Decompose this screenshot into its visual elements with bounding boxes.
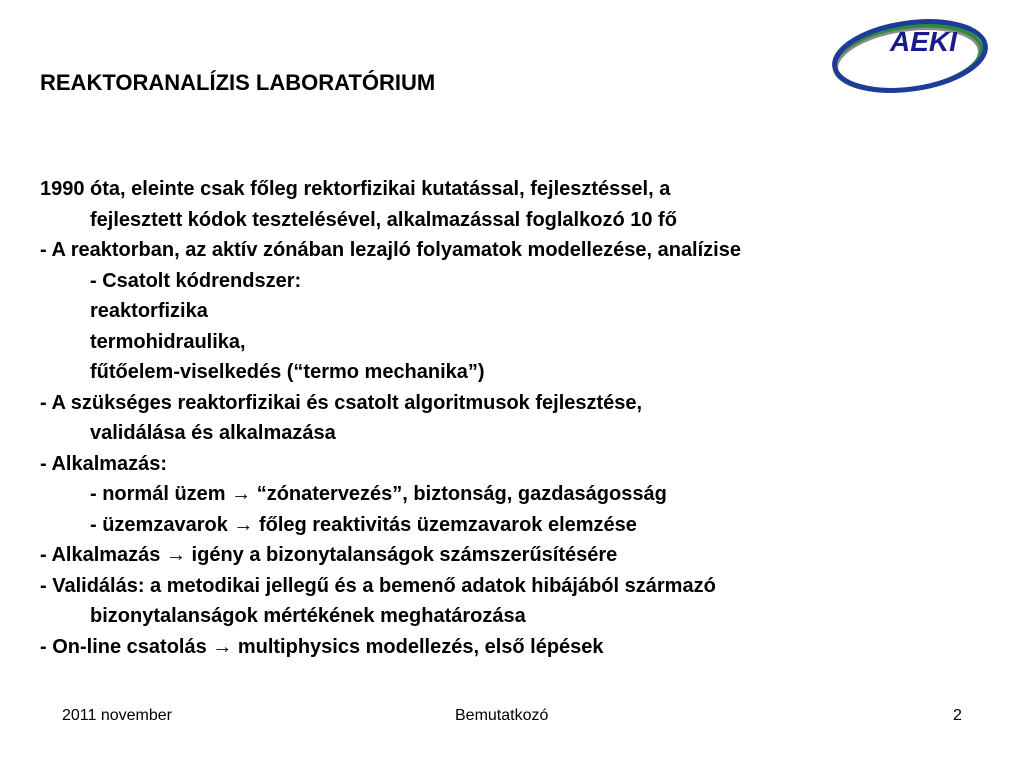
body-line: - A reaktorban, az aktív zónában lezajló folyamatok modellezése, analízise <box>40 239 741 261</box>
body-line: reaktorfizika <box>90 300 208 322</box>
body-line: fűtőelem-viselkedés (“termo mechanika”) <box>90 361 485 383</box>
logo-text: AEKI <box>890 26 957 57</box>
footer-title: Bemutatkozó <box>455 707 549 724</box>
body-line: fejlesztett kódok tesztelésével, alkalmazással foglalkozó 10 fő <box>90 208 677 231</box>
footer-date: 2011 november <box>62 707 172 724</box>
body-line: - Csatolt kódrendszer: <box>90 269 302 292</box>
body-line: - A szükséges reaktorfizikai és csatolt algoritmusok fejlesztése, <box>40 391 643 414</box>
body-line: - On-line csatolás → multiphysics modellezés, első lépések <box>40 635 604 658</box>
body-line: termohidraulika, <box>90 330 246 353</box>
body-line: - Alkalmazás: <box>40 452 168 475</box>
slide-title: REAKTORANALÍZIS LABORATÓRIUM <box>40 70 436 95</box>
body-line: validálása és alkalmazása <box>90 422 336 444</box>
body-line: 1990 óta, eleinte csak főleg rektorfizikai kutatással, fejlesztéssel, a <box>40 178 671 200</box>
body-line: - Alkalmazás → igény a bizonytalanságok számszerűsítésére <box>40 544 618 566</box>
body-line: - normál üzem → “zónatervezés”, biztonság, gazdaságosság <box>90 483 667 505</box>
page-number: 2 <box>953 707 962 724</box>
body-line: - Validálás: a metodikai jellegű és a bemenő adatok hibájából származó <box>40 574 716 597</box>
body-line: - üzemzavarok → főleg reaktivitás üzemzavarok elemzése <box>90 513 637 536</box>
slide-body <box>40 174 1000 662</box>
body-line: bizonytalanságok mértékének meghatározása <box>90 605 526 627</box>
aeki-logo-icon <box>830 16 990 96</box>
